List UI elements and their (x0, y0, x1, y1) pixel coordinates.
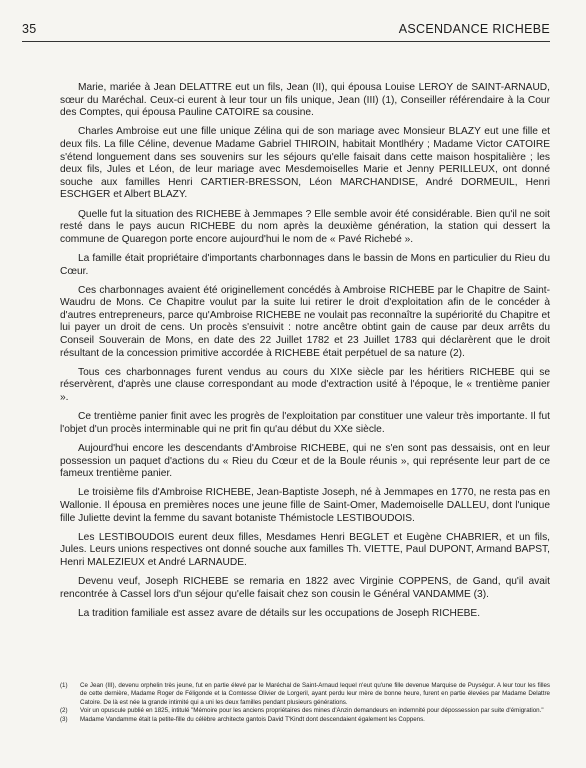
paragraph: Tous ces charbonnages furent vendus au cours du XIXe siècle par les héritiers RICHEBE qui se réservèrent, d'après une clause correspondant au mode d'extraction usité à l'époque, le « trentième panier ». (60, 366, 550, 404)
paragraph: La tradition familiale est assez avare de détails sur les occupations de Joseph RICHEBE. (78, 607, 481, 619)
header-rule (22, 41, 550, 42)
paragraph: Charles Ambroise eut une fille unique Zélina qui de son mariage avec Monsieur BLAZY eut une fille et deux fils. La fille Céline, devenue Madame Gabriel THIROIN, habitait Montlhéry ; Madame Victor CATOIRE s'étend longuement dans ses souvenirs sur les séjours qu'elle faisait dans cette maison hospitalière ; les deux fils, Jules et Léon, de leur mariage avec Mesdemoiselles Marie et Jenny PERILLEUX, ont donné souche aux familles Henri CARTIER-BRESSON, Léon MARCHANDISE, André DORMEUIL, Henri ESCHGER et Albert BLAZY. (60, 126, 550, 201)
footnote (60, 682, 550, 707)
paragraph: Les LESTIBOUDOIS eurent deux filles, Mesdames Henri BEGLET et Eugène CHABRIER, et un fils, Jules. Leurs unions respectives ont donné souche aux familles Th. VIETTE, Paul DUPONT, Armand BAPST, Henri MALEZIEUX et André LARNAUDE. (60, 531, 550, 568)
footnote-number: (3) (60, 715, 68, 723)
body-text (60, 82, 550, 627)
running-title: ASCENDANCE RICHEBE (398, 22, 550, 36)
footnote-number: (1) (60, 682, 68, 689)
paragraph: Le troisième fils d'Ambroise RICHEBE, Jean-Baptiste Joseph, né à Jemmapes en 1770, ne resta pas en Wallonie. Il épousa en premières noces une jeune fille de Saint-Omer, Mademoiselle DALLEU, dont l'unique fille Juliette devint la femme du savant botaniste Thémistocle LESTIBOUDOIS. (60, 487, 550, 524)
footnotes (60, 682, 550, 724)
footnote (60, 707, 550, 715)
paragraph: Quelle fut la situation des RICHEBE à Jemmapes ? Elle semble avoir été considérable. Bien qu'il ne soit resté dans le pays aucun RICHEBE du nom après la deuxième génération, la station qui dessert la commune de Quaregon porte encore aujourd'hui le nom de « Pavé Richebé ». (60, 208, 550, 245)
page-number: 35 (22, 22, 37, 36)
footnote-text: Ce Jean (III), devenu orphelin très jeune, fut en partie élevé par le Maréchal de Saint-Arnaud lequel n'eut qu'une fille devenue Marquise de Puységur. A leur tour les filles de cette dernière, Madame Roger de Féligonde et la Comtesse Olivier de Lorgeril, ayant perdu leur mère de bonne heure, furent en partie élevées par Madame Delattre Catoire. De là est née la grande intimité qui a uni les deux familles pendant plusieurs générations. (80, 682, 550, 706)
paragraph: Ces charbonnages avaient été originellement concédés à Ambroise RICHEBE par le Chapitre de Saint-Waudru de Mons. Ce Chapitre voulut par la suite lui retirer le droit d'exploitation afin de le concéder à d'autres entrepreneurs, parce qu'Ambroise RICHEBE ne voulait pas reconnaître la supériorité du Chapitre et lui payer un droit de cens. Un procès s'ensuivit : notre ancêtre obtint gain de cause par deux arrêts du Conseil Souverain de Mons, en date des 22 Juillet 1782 et 23 Juillet 1783 qui déclarèrent que le droit résultant de la concession primitive accordée à RICHEBE était perpétuel de sa nature (2). (60, 284, 550, 359)
paragraph: Ce trentième panier finit avec les progrès de l'exploitation par constituer une valeur très importante. Il fut l'objet d'un procès interminable qui ne prit fin qu'au début du XXe siècle. (60, 411, 550, 435)
footnote-text: Voir un opuscule publié en 1825, intitulé "Mémoire pour les anciens propriétaires des mines d'Anzin demandeurs en indemnité pour dépossession par suite d'émigration." (80, 707, 544, 715)
footnote-number: (2) (60, 707, 68, 715)
footnote (60, 716, 550, 724)
paragraph: La famille était propriétaire d'importants charbonnages dans le bassin de Mons en particulier du Rieu du Cœur. (60, 252, 550, 277)
footnote-text: Madame Vandamme était la petite-fille du célèbre architecte gantois David T'Kindt dont descendaient également les Coppens. (80, 715, 425, 723)
running-header (22, 22, 550, 36)
paragraph: Aujourd'hui encore les descendants d'Ambroise RICHEBE, qui ne s'en sont pas dessaisis, ont en leur possession un paquet d'actions du « Rieu du Cœur et de la Boule réunis », qui représente leur part de ce fameux trentième panier. (60, 443, 550, 480)
paragraph: Devenu veuf, Joseph RICHEBE se remaria en 1822 avec Virginie COPPENS, de Gand, qu'il avait rencontrée à Cassel lors d'un séjour qu'elle faisait chez son cousin le Général VANDAMME (3). (60, 576, 550, 600)
paragraph: Marie, mariée à Jean DELATTRE eut un fils, Jean (II), qui épousa Louise LEROY de SAINT-ARNAUD, sœur du Maréchal. Ceux-ci eurent à leur tour un fils unique, Jean (III) (1), Conseiller référendaire à la Cour des Comptes, qui épousa Pauline CATOIRE sa cousine. (60, 82, 550, 119)
